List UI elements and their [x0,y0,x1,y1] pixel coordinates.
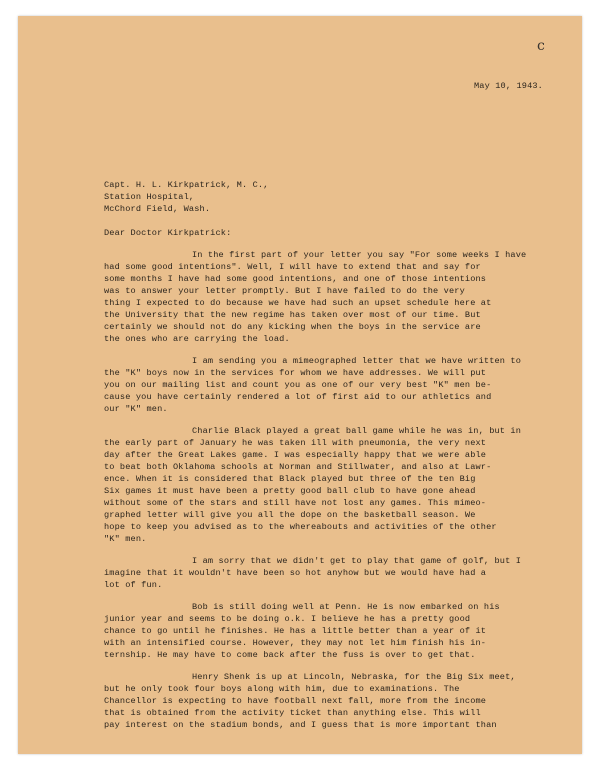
paragraph-3-line-8: graphed letter will give you all the dope on the basketball season. We [104,510,476,520]
paragraph-4-line-2: imagine that it wouldn't have been so hot anyhow but we would have had a [104,568,487,578]
paragraph-3-line-10: "K" men. [104,534,147,544]
paragraph-3-line-6: Six games it must have been a pretty good ball club to have gone ahead [104,486,476,496]
address-line-1: Capt. H. L. Kirkpatrick, M. C., [104,180,269,190]
paragraph-5-line-4: with an intensified course. However, they may not let him finish his in- [104,638,487,648]
paragraph-1-line-3: some months I have had some good intentions, and one of those intentions [104,274,487,284]
paragraph-4-line-1: I am sorry that we didn't get to play that game of golf, but I [192,556,522,566]
paragraph-5-line-2: junior year and seems to be doing o.k. I believe he has a pretty good [104,614,471,624]
paragraph-6-line-5: pay interest on the stadium bonds, and I guess that is more important than [104,720,497,730]
paragraph-3-line-1: Charlie Black played a great ball game while he was in, but in [192,426,522,436]
paragraph-2-line-5: our "K" men. [104,404,168,414]
paragraph-3-line-5: ence. When it is considered that Black played but three of the ten Big [104,474,476,484]
paragraph-4-line-3: lot of fun. [104,580,163,590]
paragraph-6-line-3: Chancellor is expecting to have football next fall, more from the income [104,696,487,706]
paragraph-3-line-4: to beat both Oklahoma schools at Norman and Stillwater, and also at Lawr- [104,462,492,472]
paragraph-5-line-1: Bob is still doing well at Penn. He is now embarked on his [192,602,500,612]
paragraph-2-line-4: cause you have certainly rendered a lot of first aid to our athletics and [104,392,492,402]
letter-page [18,16,582,754]
paragraph-6-line-2: but he only took four boys along with him, due to examinations. The [104,684,460,694]
paragraph-2-line-2: the "K" boys now in the services for whom we have addresses. We will put [104,368,487,378]
paragraph-6-line-4: that is obtained from the activity ticket than anything else. This will [104,708,481,718]
paragraph-6-line-1: Henry Shenk is up at Lincoln, Nebraska, for the Big Six meet, [192,672,516,682]
letter-date: May 10, 1943. [474,81,543,91]
paragraph-3-line-7: without some of the stars and still have not lost any games. This mimeo- [104,498,487,508]
address-line-2: Station Hospital, [104,192,195,202]
paragraph-1-line-4: was to answer your letter promptly. But I have failed to do the very [104,286,465,296]
paragraph-1-line-1: In the first part of your letter you say "For some weeks I have [192,250,527,260]
paragraph-2-line-1: I am sending you a mimeographed letter that we have written to [192,356,522,366]
paragraph-2-line-3: you on our mailing list and count you as one of our very best "K" men be- [104,380,492,390]
paragraph-1-line-8: the ones who are carrying the load. [104,334,290,344]
corner-mark: c [537,38,545,54]
address-line-3: McChord Field, Wash. [104,204,211,214]
paragraph-1-line-7: certainly we should not do any kicking when the boys in the service are [104,322,481,332]
paragraph-3-line-2: the early part of January he was taken ill with pneumonia, the very next [104,438,487,448]
paragraph-5-line-5: ternship. He may have to come back after the fuss is over to get that. [104,650,476,660]
paragraph-3-line-3: day after the Great Lakes game. I was especially happy that we were able [104,450,487,460]
paragraph-1-line-5: thing I expected to do because we have had such an upset schedule here at [104,298,492,308]
paragraph-3-line-9: hope to keep you advised as to the whereabouts and activities of the other [104,522,497,532]
paragraph-1-line-2: had some good intentions". Well, I will have to extend that and say for [104,262,481,272]
paragraph-1-line-6: the University that the new regime has taken over most of our time. But [104,310,481,320]
paragraph-5-line-3: chance to go until he finishes. He has a little better than a year of it [104,626,487,636]
salutation: Dear Doctor Kirkpatrick: [104,228,232,238]
